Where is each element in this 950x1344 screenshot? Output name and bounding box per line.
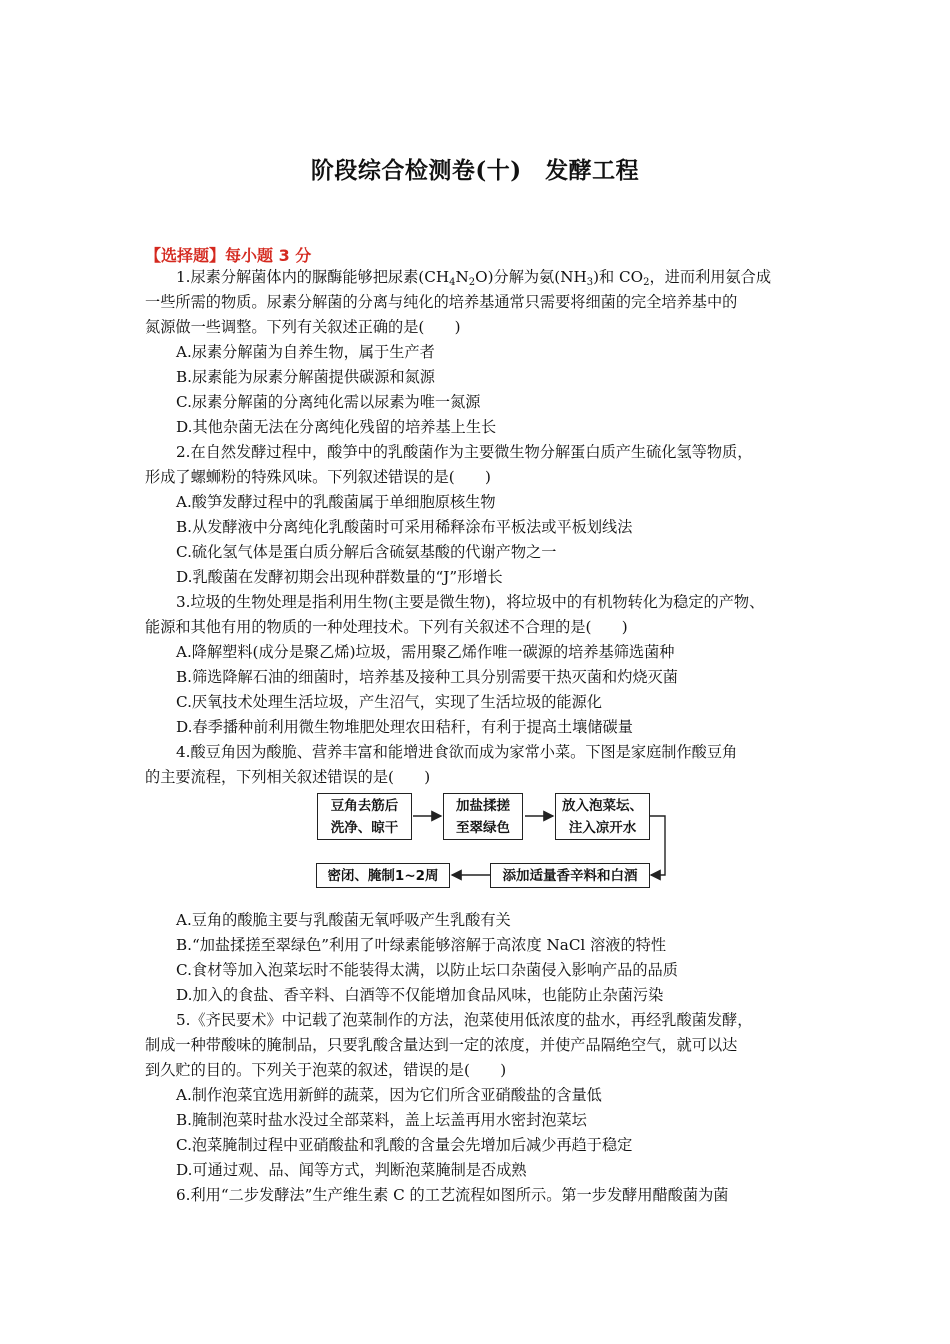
q1-stem-line-3: 氮源做一些调整。下列有关叙述正确的是( ) xyxy=(145,318,461,336)
flow-step-1: 豆角去筋后 洗净、晾干 xyxy=(317,793,412,840)
q1-stem-line-2: 一些所需的物质。尿素分解菌的分离与纯化的培养基通常只需要将细菌的完全培养基中的 xyxy=(145,293,738,311)
q2-stem-line-2: 形成了螺蛳粉的特殊风味。下列叙述错误的是( ) xyxy=(145,468,491,486)
q4-stem-line-1: 4.酸豆角因为酸脆、营养丰富和能增进食欲而成为家常小菜。下图是家庭制作酸豆角 xyxy=(176,743,738,761)
arrow-3-4 xyxy=(650,816,665,875)
q5-option-d: D.可通过观、品、闻等方式，判断泡菜腌制是否成熟 xyxy=(176,1161,527,1179)
q5-option-a: A.制作泡菜宜选用新鲜的蔬菜，因为它们所含亚硝酸盐的含量低 xyxy=(176,1086,602,1104)
question-list xyxy=(145,265,805,1208)
q5-option-c: C.泡菜腌制过程中亚硝酸盐和乳酸的含量会先增加后减少再趋于稳定 xyxy=(176,1136,633,1154)
flow-step-5: 密闭、腌制1~2周 xyxy=(316,863,450,888)
flow-step-3: 放入泡菜坛、 注入凉开水 xyxy=(555,793,650,840)
q2-option-b: B.从发酵液中分离纯化乳酸菌时可采用稀释涂布平板法或平板划线法 xyxy=(176,518,633,536)
q4-option-c: C.食材等加入泡菜坛时不能装得太满，以防止坛口杂菌侵入影响产品的品质 xyxy=(176,961,678,979)
q3-option-b: B.筛选降解石油的细菌时，培养基及接种工具分别需要干热灭菌和灼烧灭菌 xyxy=(176,668,678,686)
q2-option-c: C.硫化氢气体是蛋白质分解后含硫氨基酸的代谢产物之一 xyxy=(176,543,557,561)
section-label: 【选择题】每小题 3 分 xyxy=(145,246,312,265)
q2-option-a: A.酸笋发酵过程中的乳酸菌属于单细胞原核生物 xyxy=(176,493,496,511)
q2-option-d: D.乳酸菌在发酵初期会出现种群数量的“J”形增长 xyxy=(176,568,503,586)
q2-stem-line-1: 2.在自然发酵过程中，酸笋中的乳酸菌作为主要微生物分解蛋白质产生硫化氢等物质， xyxy=(176,443,753,461)
q5-stem-line-3: 到久贮的目的。下列关于泡菜的叙述，错误的是( ) xyxy=(145,1061,507,1079)
q4-stem-line-2: 的主要流程，下列相关叙述错误的是( ) xyxy=(145,768,431,786)
q3-option-d: D.春季播种前利用微生物堆肥处理农田秸秆，有利于提高土壤储碳量 xyxy=(176,718,633,736)
q5-stem-line-2: 制成一种带酸味的腌制品，只要乳酸含量达到一定的浓度，并使产品隔绝空气，就可以达 xyxy=(145,1036,738,1054)
flow-step-2: 加盐揉搓 至翠绿色 xyxy=(443,793,523,840)
page-title: 阶段综合检测卷(十) 发酵工程 xyxy=(310,157,640,184)
q4-option-d: D.加入的食盐、香辛料、白酒等不仅能增加食品风味，也能防止杂菌污染 xyxy=(176,986,664,1004)
q5-option-b: B.腌制泡菜时盐水没过全部菜料，盖上坛盖再用水密封泡菜坛 xyxy=(176,1111,587,1129)
q3-stem-line-1: 3.垃圾的生物处理是指利用生物(主要是微生物)，将垃圾中的有机物转化为稳定的产物、 xyxy=(176,593,765,611)
q1-option-c: C.尿素分解菌的分离纯化需以尿素为唯一氮源 xyxy=(176,393,481,411)
q3-option-c: C.厌氧技术处理生活垃圾，产生沼气，实现了生活垃圾的能源化 xyxy=(176,693,602,711)
q1-option-a: A.尿素分解菌为自养生物，属于生产者 xyxy=(176,343,435,361)
q1-stem-line-1: 1.尿素分解菌体内的脲酶能够把尿素$(CH_4N_2O)$分解为氨$(NH_3)$和 $CO_2$，进而利用氨合成 xyxy=(176,268,771,288)
q6-stem-line-1: 6.利用“二步发酵法”生产维生素 C 的工艺流程如图所示。第一步发酵用醋酸菌为菌 xyxy=(176,1186,729,1204)
q3-option-a: A.降解塑料(成分是聚乙烯)垃圾，需用聚乙烯作唯一碳源的培养基筛选菌种 xyxy=(176,643,675,661)
q4-option-b: B.“加盐揉搓至翠绿色”利用了叶绿素能够溶解于高浓度 NaCl 溶液的特性 xyxy=(176,936,667,954)
process-flowchart xyxy=(145,790,805,908)
q5-stem-line-1: 5.《齐民要术》中记载了泡菜制作的方法，泡菜使用低浓度的盐水，再经乳酸菌发酵， xyxy=(176,1011,753,1029)
flow-step-4: 添加适量香辛料和白酒 xyxy=(490,863,650,888)
q4-option-a: A.豆角的酸脆主要与乳酸菌无氧呼吸产生乳酸有关 xyxy=(176,911,511,929)
q1-option-b: B.尿素能为尿素分解菌提供碳源和氮源 xyxy=(176,368,435,386)
q3-stem-line-2: 能源和其他有用的物质的一种处理技术。下列有关叙述不合理的是( ) xyxy=(145,618,628,636)
q1-option-d: D.其他杂菌无法在分离纯化残留的培养基上生长 xyxy=(176,418,497,436)
